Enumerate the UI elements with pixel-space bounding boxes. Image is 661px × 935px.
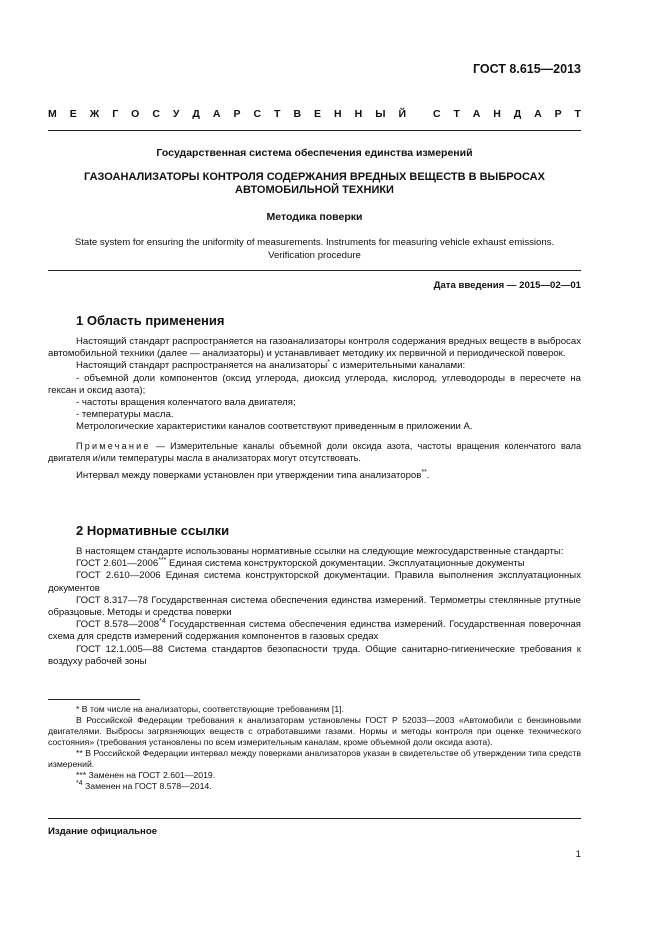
page-number: 1 (575, 849, 581, 860)
heading-letter: Е (69, 108, 77, 120)
heading-letter: Е (314, 108, 322, 120)
english-title-line2: Verification procedure (268, 249, 361, 261)
section1-paragraph: Настоящий стандарт распространяется на анализаторы* с измерительными каналами: (76, 359, 466, 372)
english-title-line1: State system for ensuring the uniformity of measurements. Instruments for measuring vehicle exhaust emissions. (74, 237, 555, 248)
system-title: Государственная система обеспечения единства измерений (156, 147, 473, 159)
heading-letter: С (253, 108, 262, 120)
section1-paragraph: Интервал между поверками установлен при утверждении типа анализаторов**. (76, 468, 430, 481)
interstate-standard-heading (48, 108, 581, 120)
section2-paragraph: В настоящем стандарте использованы нормативные ссылки на следующие межгосударственные стандарты: (76, 546, 564, 557)
list-item: - температуры масла. (76, 409, 174, 421)
reference-item: ГОСТ 2.610—2006 Единая система конструкторской документации. Правила выполнения эксплуатационных документов (48, 570, 581, 594)
list-item: - частоты вращения коленчатого вала двигателя; (76, 397, 296, 409)
footnote: В Российской Федерации требования к анализаторам установлены ГОСТ Р 52033—2003 «Автомобили с бензиновыми двигателями. Выбросы загрязняющих веществ с отработавшими газами. Нормы и методы контроля при оценке технического состояния» (требования установлены по всем измерительным каналам, кроме объемной доли оксида азота). (48, 715, 581, 747)
heading-letter: Н (334, 108, 342, 120)
heading-letter: Т (453, 108, 460, 120)
official-edition: Издание официальное (48, 826, 158, 837)
english-title (48, 237, 581, 262)
header-rule (48, 130, 581, 131)
heading-letter: Т (274, 108, 281, 120)
reference-item: ГОСТ 2.601—2006*** Единая система конструкторской документации. Эксплуатационные документы (76, 557, 525, 570)
section1-paragraph: Метрологические характеристики каналов соответствуют приведенным в приложении А. (76, 421, 473, 433)
heading-letter: Т (574, 108, 581, 120)
heading-letter: А (534, 108, 542, 120)
heading-letter: С (152, 108, 160, 120)
section1-title: 1 Область применения (76, 313, 225, 328)
footnote: ** В Российской Федерации интервал между поверками анализаторов указан в свидетельстве об утверждении типа средств измерений. (48, 748, 581, 769)
section1-body (48, 336, 581, 482)
heading-letter: А (472, 108, 481, 120)
heading-letter: А (212, 108, 221, 120)
footnote: *** Заменен на ГОСТ 2.601—2019. (76, 770, 216, 780)
note: Примечание — Измерительные каналы объемной доли оксида азота, частоты вращения коленчатого вала двигателя и/или температуры масла в анализаторах могут отсутствовать. (48, 440, 581, 463)
main-title-line1: ГАЗОАНАЛИЗАТОРЫ КОНТРОЛЯ СОДЕРЖАНИЯ ВРЕДНЫХ ВЕЩЕСТВ В ВЫБРОСАХ (84, 171, 545, 183)
reference-item: ГОСТ 12.1.005—88 Система стандартов безопасности труда. Общие санитарно-гигиенические требования к воздуху рабочей зоны (48, 643, 581, 667)
title-rule (48, 270, 581, 271)
list-item: - объемной доли компонентов (оксид углерода, диоксид углерода, кислород, углеводороды в пересчете на гексан и оксид азота); (48, 372, 581, 396)
heading-letter: Г (112, 108, 119, 120)
heading-letter: У (172, 108, 180, 120)
main-title-line2: АВТОМОБИЛЬНОЙ ТЕХНИКИ (235, 184, 394, 196)
heading-letter: Р (554, 108, 562, 120)
footnote: $^{*4}$ Заменен на ГОСТ 8.578—2014. (76, 780, 212, 791)
heading-letter: М (48, 108, 57, 120)
heading-letter: Н (493, 108, 501, 120)
gost-code: ГОСТ 8.615—2013 (472, 62, 581, 76)
reference-item: ГОСТ 8.578—2008$^{*4}$ Государственная система обеспечения единства измерений. Государственная поверочная схема для средств измерений содержания компонентов в газовых средах (48, 618, 581, 643)
section2-body (48, 546, 581, 668)
footnote-rule (48, 699, 140, 700)
heading-letter: С (433, 108, 441, 120)
heading-letter: Й (398, 108, 406, 120)
footnote: * В том числе на анализаторы, соответствующие требованиям [1]. (76, 704, 345, 714)
method-title: Методика поверки (266, 211, 363, 223)
heading-letter: Н (354, 108, 363, 120)
heading-letter: Ы (375, 108, 386, 120)
main-title (48, 171, 581, 197)
heading-letter: Д (513, 108, 522, 120)
section1-paragraph: Настоящий стандарт распространяется на газоанализаторы контроля содержания вредных веществ в выбросах автомобильной техники (далее — анализаторы) и устанавливает методику их первичной и периодической поверок. (48, 336, 581, 360)
heading-letter: Д (192, 108, 200, 120)
heading-letter: В (293, 108, 302, 120)
footer-rule (48, 818, 581, 819)
heading-letter: Ж (89, 108, 100, 120)
section2-title: 2 Нормативные ссылки (76, 523, 230, 538)
interstate-word (48, 108, 406, 120)
heading-letter: О (131, 108, 140, 120)
heading-letter: Р (233, 108, 241, 120)
introduction-date: Дата введения — 2015—02—01 (433, 280, 581, 291)
reference-item: ГОСТ 8.317—78 Государственная система обеспечения единства измерений. Термометры стеклянные ртутные образцовые. Методы и средства поверки (48, 594, 581, 619)
footnotes (48, 704, 581, 792)
note-label: Примечание (76, 440, 151, 451)
standard-word (433, 108, 581, 120)
